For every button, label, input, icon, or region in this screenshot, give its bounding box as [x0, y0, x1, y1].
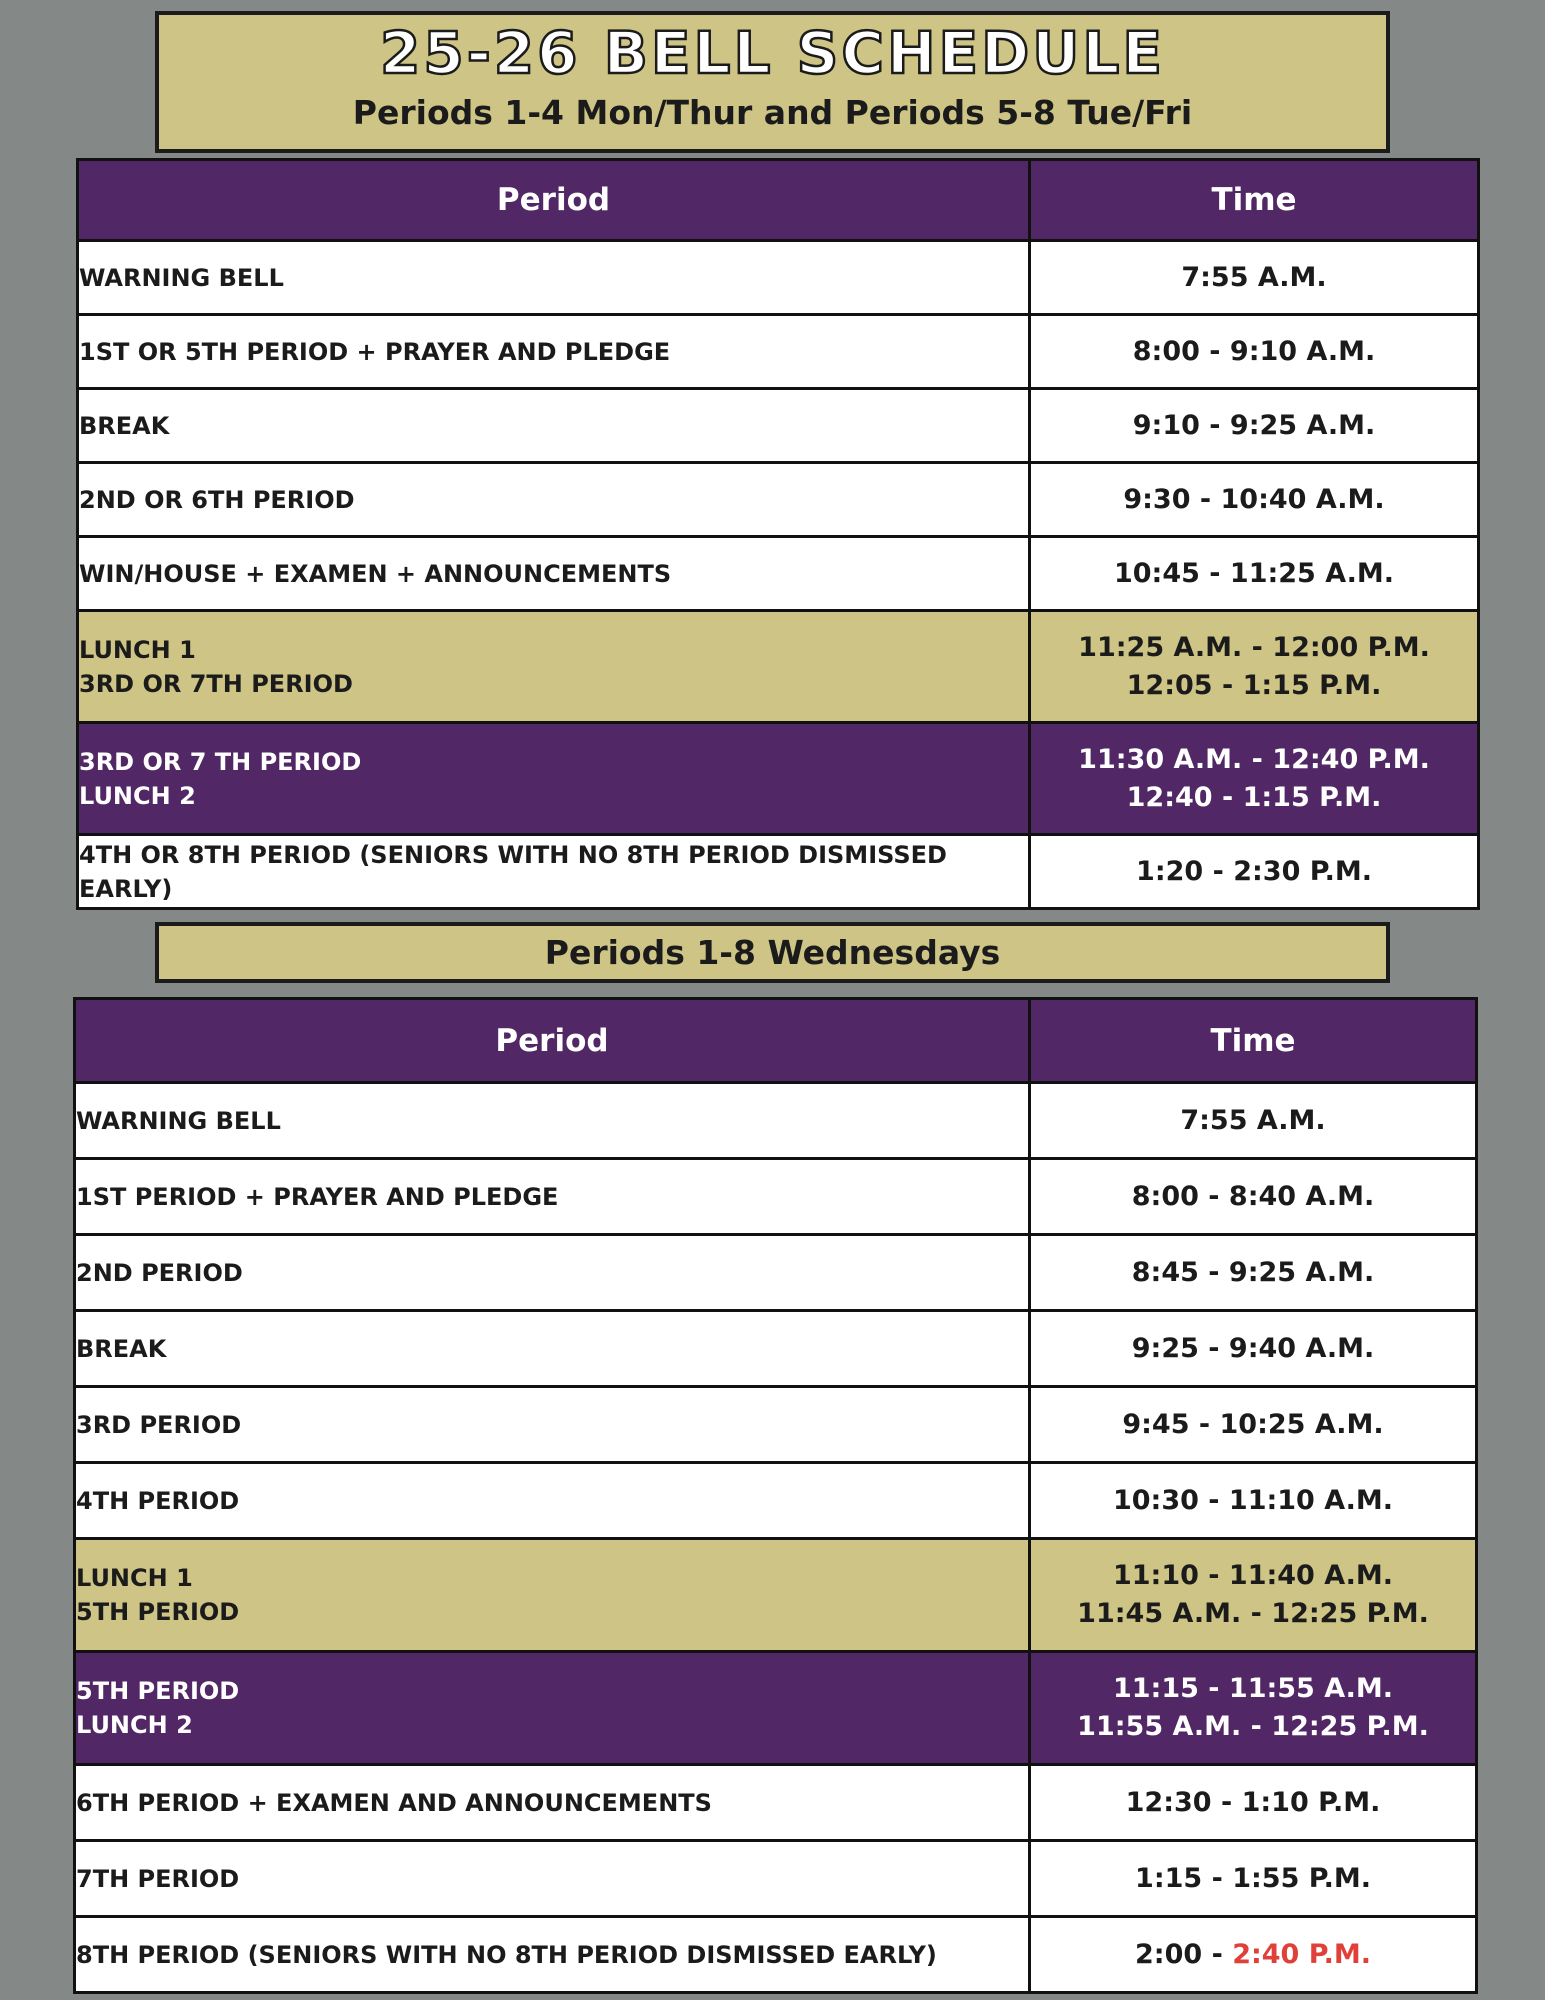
table-row — [75, 1463, 1477, 1539]
time-cell: 8:45 - 9:25 A.M. — [1030, 1235, 1477, 1311]
period-column-header: Period — [78, 160, 1030, 241]
time-cell: 11:10 - 11:40 A.M. 11:45 A.M. - 12:25 P.M. — [1030, 1539, 1477, 1652]
time-column-header: Time — [1030, 160, 1479, 241]
time-column-header: Time — [1030, 999, 1477, 1083]
wednesday-schedule-table — [73, 997, 1478, 1994]
page-subtitle: Periods 1-4 Mon/Thur and Periods 5-8 Tue/Fri — [352, 93, 1193, 132]
time-cell: 10:30 - 11:10 A.M. — [1030, 1463, 1477, 1539]
table-row — [78, 537, 1479, 611]
mon-thu-tue-fri-schedule-table — [76, 158, 1480, 910]
lunch-1-row — [78, 611, 1479, 723]
period-cell: 8TH PERIOD (SENIORS WITH NO 8TH PERIOD DISMISSED EARLY) — [75, 1917, 1030, 1993]
lunch-2-row — [75, 1652, 1477, 1765]
dismissal-time-end: 2:40 P.M. — [1232, 1938, 1371, 1970]
page-title: 25-26 BELL SCHEDULE — [380, 19, 1165, 87]
period-cell: 7TH PERIOD — [75, 1841, 1030, 1917]
time-cell: 9:30 - 10:40 A.M. — [1030, 463, 1479, 537]
period-cell: 3RD PERIOD — [75, 1387, 1030, 1463]
period-cell: 5TH PERIOD LUNCH 2 — [75, 1652, 1030, 1765]
table-row — [75, 1159, 1477, 1235]
period-cell: 4TH PERIOD — [75, 1463, 1030, 1539]
period-cell: WARNING BELL — [75, 1083, 1030, 1159]
wednesday-title: Periods 1-8 Wednesdays — [544, 933, 1001, 972]
table-row — [75, 1765, 1477, 1841]
time-cell: 7:55 A.M. — [1030, 1083, 1477, 1159]
period-cell: 3RD OR 7 TH PERIOD LUNCH 2 — [78, 723, 1030, 835]
time-cell: 1:15 - 1:55 P.M. — [1030, 1841, 1477, 1917]
time-cell: 9:25 - 9:40 A.M. — [1030, 1311, 1477, 1387]
time-cell: 9:10 - 9:25 A.M. — [1030, 389, 1479, 463]
time-cell: 9:45 - 10:25 A.M. — [1030, 1387, 1477, 1463]
time-cell: 12:30 - 1:10 P.M. — [1030, 1765, 1477, 1841]
dismissal-time-start: 2:00 - — [1135, 1938, 1233, 1970]
title-banner — [155, 11, 1390, 153]
wednesday-banner — [155, 922, 1390, 983]
period-column-header: Period — [75, 999, 1030, 1083]
table-row — [78, 241, 1479, 315]
period-cell: 2ND OR 6TH PERIOD — [78, 463, 1030, 537]
table-row — [75, 1083, 1477, 1159]
lunch-2-row — [78, 723, 1479, 835]
period-cell: LUNCH 1 5TH PERIOD — [75, 1539, 1030, 1652]
period-cell: 1ST OR 5TH PERIOD + PRAYER AND PLEDGE — [78, 315, 1030, 389]
period-cell: 6TH PERIOD + EXAMEN AND ANNOUNCEMENTS — [75, 1765, 1030, 1841]
period-cell: BREAK — [75, 1311, 1030, 1387]
time-cell: 11:30 A.M. - 12:40 P.M. 12:40 - 1:15 P.M. — [1030, 723, 1479, 835]
table-row — [75, 1917, 1477, 1993]
time-cell: 11:25 A.M. - 12:00 P.M. 12:05 - 1:15 P.M. — [1030, 611, 1479, 723]
time-cell: 8:00 - 9:10 A.M. — [1030, 315, 1479, 389]
table-row — [75, 1235, 1477, 1311]
table-row — [75, 1841, 1477, 1917]
time-cell: 1:20 - 2:30 P.M. — [1030, 835, 1479, 909]
time-cell: 11:15 - 11:55 A.M. 11:55 A.M. - 12:25 P.M. — [1030, 1652, 1477, 1765]
table-header-row — [75, 999, 1477, 1083]
time-cell — [1030, 1917, 1477, 1993]
time-cell: 8:00 - 8:40 A.M. — [1030, 1159, 1477, 1235]
table-row — [78, 315, 1479, 389]
time-cell: 7:55 A.M. — [1030, 241, 1479, 315]
period-cell: WIN/HOUSE + EXAMEN + ANNOUNCEMENTS — [78, 537, 1030, 611]
table-row — [78, 389, 1479, 463]
period-cell: 1ST PERIOD + PRAYER AND PLEDGE — [75, 1159, 1030, 1235]
table-row — [75, 1387, 1477, 1463]
period-cell: WARNING BELL — [78, 241, 1030, 315]
lunch-1-row — [75, 1539, 1477, 1652]
period-cell: BREAK — [78, 389, 1030, 463]
table-row — [78, 463, 1479, 537]
table-row — [75, 1311, 1477, 1387]
period-cell: 2ND PERIOD — [75, 1235, 1030, 1311]
time-cell: 10:45 - 11:25 A.M. — [1030, 537, 1479, 611]
table-header-row — [78, 160, 1479, 241]
period-cell: 4TH OR 8TH PERIOD (SENIORS WITH NO 8TH PERIOD DISMISSED EARLY) — [78, 835, 1030, 909]
period-cell: LUNCH 1 3RD OR 7TH PERIOD — [78, 611, 1030, 723]
table-row — [78, 835, 1479, 909]
